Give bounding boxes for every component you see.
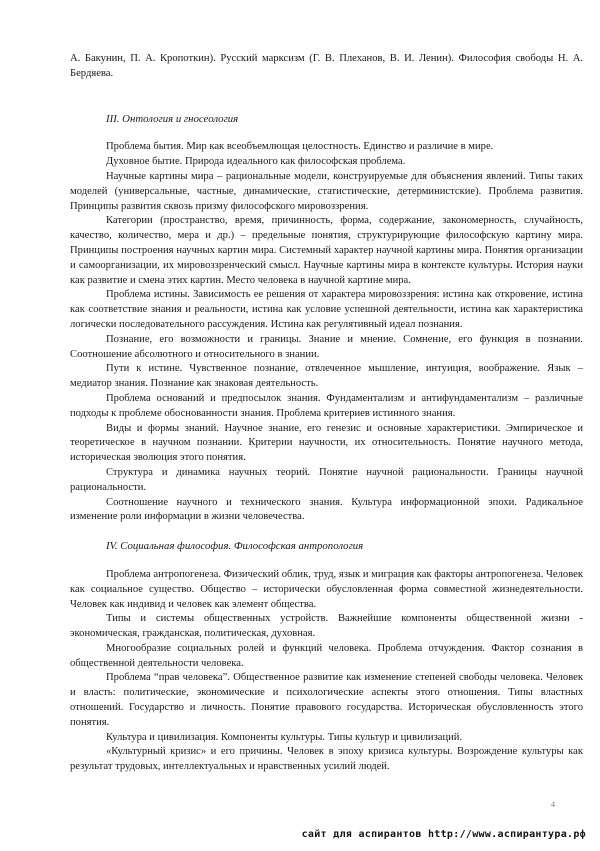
section-3-paragraph: Соотношение научного и технического знания. Культура информационной эпохи. Радикальное изменение роли информации в жизни человечества. [70,496,583,523]
section-3-paragraph: Проблема оснований и предпосылок знания. Фундаментализм и антифундаментализм – различные подходы к проблеме обоснованности знания. Проблема критериев истинного знания. [70,392,583,419]
section-3-paragraph: Познание, его возможности и границы. Знание и мнение. Сомнение, его функция в познании. Соотношение абсолютного и относительного в знании. [70,333,583,360]
section-3-paragraph: Категории (пространство, время, причинность, форма, содержание, закономерность, случайность, качество, количество, мера и др.) – предельные понятия, структурирующие философскую картину мира. Принципы построения научных картин мира. Системный характер научной картины мира. Понятия организации и самоорганизации, их мировоззренческий смысл. Научные картины мира в контексте культуры. История науки как развитие и смена этих картин. Место человека в научной картине мира. [70,215,583,286]
section-4-paragraph: Проблема антропогенеза. Физический облик, труд, язык и миграция как факторы антропогенеза. Человек как социальное существо. Общество – исторически обусловленная форма совместной жизнедеятельности. Человек как индивид и человек как элемент общества. [70,568,583,610]
section-3-paragraph: Научные картины мира – рациональные модели, конструируемые для объяснения явлений. Типы таких моделей (универсальные, частные, динамические, статистические, детерминистские). Проблема развития. Принципы развития сквозь призму философского мировоззрения. [70,170,583,212]
section-3-paragraph: Пути к истине. Чувственное познание, отвлеченное мышление, интуиция, воображение. Язык – медиатор знания. Познание как знаковая деятельность. [70,363,583,390]
section-3-paragraph: Виды и формы знаний. Научное знание, его генезис и основные характеристики. Эмпирическое и теоретическое в научном познании. Критерии научности, их относительность. Понятие научного метода, историческая эволюция этого понятия. [70,422,583,464]
section-4-paragraph: Типы и системы общественных устройств. Важнейшие компоненты общественной жизни - экономическая, гражданская, политическая, духовная. [70,613,583,640]
section-3-paragraph: Духовное бытие. Природа идеального как философская проблема. [106,156,406,168]
page-number: 4 [551,800,555,809]
section-4-heading: IV. Социальная философия. Философская антропология [106,540,364,553]
section-4-paragraph: «Культурный кризис» и его причины. Человек в эпоху кризиса культуры. Возрождение культуры как результат трудовых, интеллектуальных и нравственных усилий людей. [70,746,583,773]
footer-site-link: сайт для аспирантов http://www.аспирантура.рф [301,829,586,840]
section-3-heading: III. Онтология и гносеология [106,112,239,125]
document-page [70,52,583,775]
section-4-paragraph: Проблема “прав человека”. Общественное развитие как изменение степеней свободы человека. Человек и власть: политические, экономические и психологические аспекты этого отношения. Типы властных отношений. Государство и личность. Понятие правового государства. Историческая обусловленность этого понятия. [70,672,583,728]
section-4-paragraph: Культура и цивилизация. Компоненты культуры. Типы культур и цивилизаций. [106,731,463,743]
section-3-paragraph: Проблема бытия. Мир как всеобъемлющая целостность. Единство и различие в мире. [106,141,494,153]
section-3-paragraph: Проблема истины. Зависимость ее решения от характера мировоззрения: истина как откровение, истина как соответствие знания и реальности, истина как условие успешной деятельности, истина как характеристика логически последовательного рассуждения. Истина как регулятивный идеал познания. [70,289,583,330]
section-4-paragraph: Многообразие социальных ролей и функций человека. Проблема отчуждения. Фактор сознания в общественной деятельности человека. [70,642,583,669]
section-3-paragraph: Структура и динамика научных теорий. Понятие научной рациональности. Границы научной рациональности. [70,466,583,493]
intro-paragraph: А. Бакунин, П. А. Кропоткин). Русский марксизм (Г. В. Плеханов, В. И. Ленин). Философия свободы Н. А. Бердяева. [70,53,583,79]
